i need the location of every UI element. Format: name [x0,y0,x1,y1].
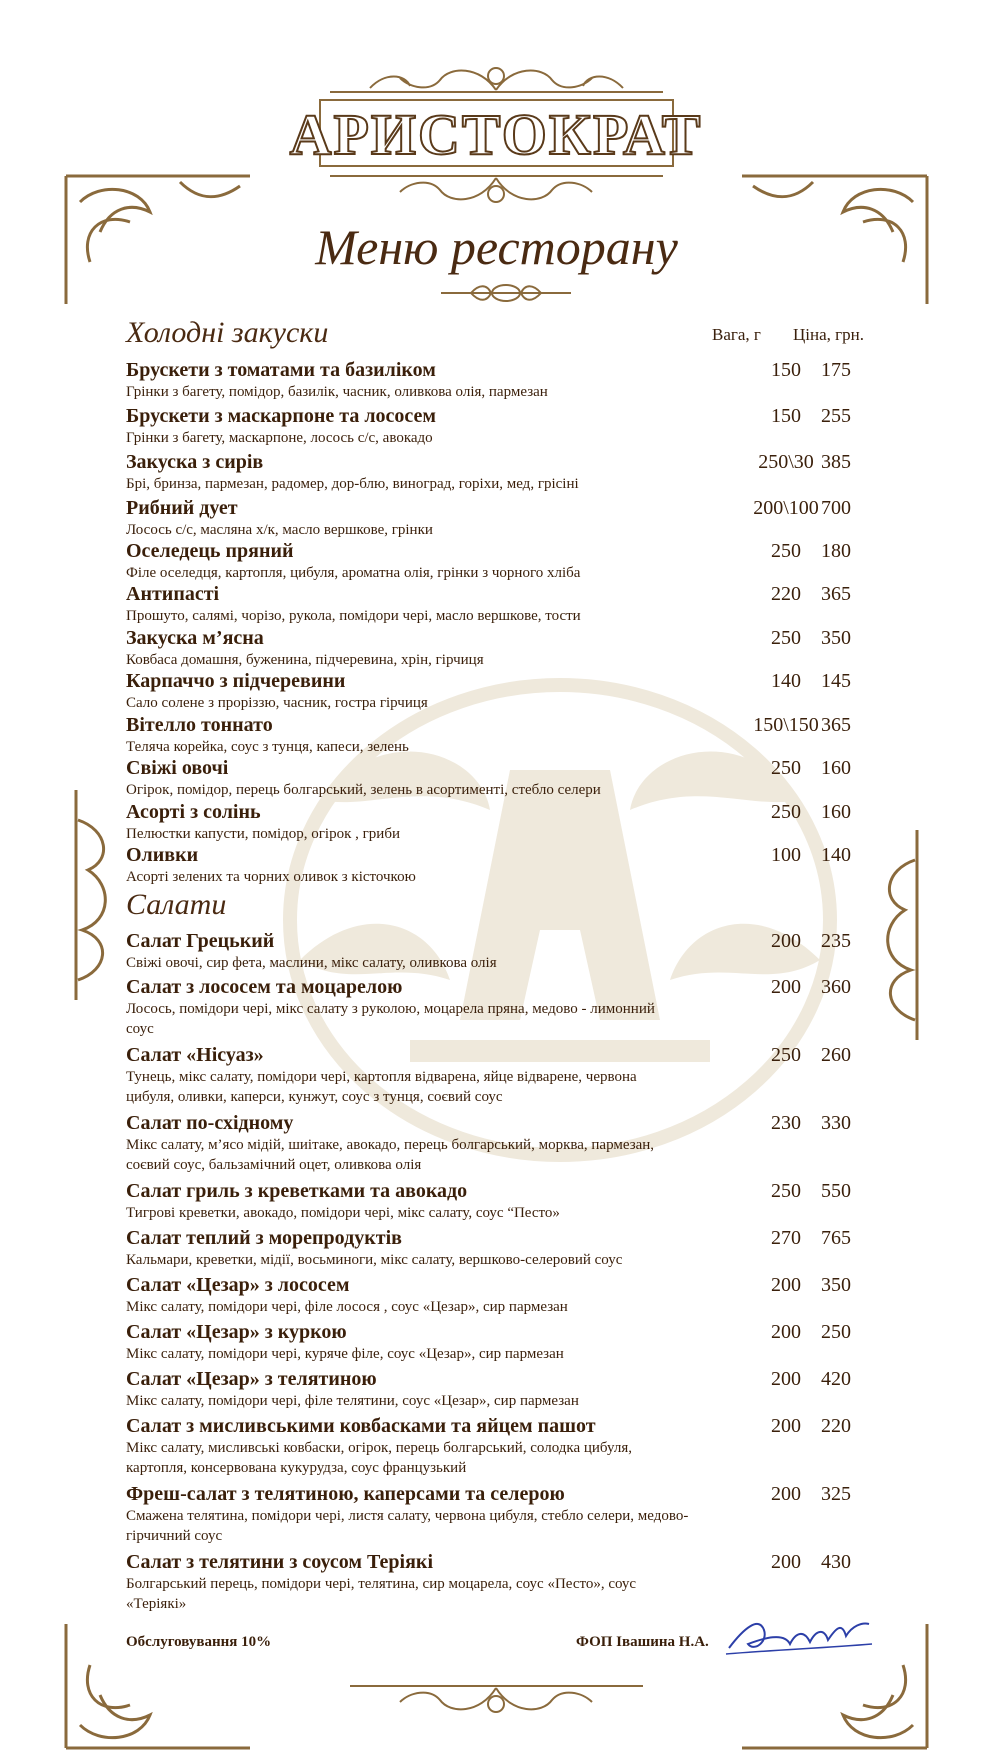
item-price: 360 [821,976,851,998]
menu-item [126,451,866,494]
item-name: Оливки [126,844,199,866]
item-name: Салат «Цезар» з лососем [126,1274,350,1296]
corner-ornament-top-right [738,172,933,307]
item-price: 700 [821,497,851,519]
menu-item [126,359,866,402]
item-weight: 100 [771,844,801,866]
item-description: Грінки з багету, помідор, базилік, часник, оливкова олія, пармезан [126,384,548,400]
item-price: 260 [821,1044,851,1066]
item-name: Закуска м’ясна [126,627,264,649]
item-price: 365 [821,714,851,736]
menu-item [126,1321,866,1364]
menu-item [126,801,866,844]
item-name: Вітелло тоннато [126,714,273,736]
item-description: Мікс салату, помідори чері, куряче філе, соус «Цезар», сир пармезан [126,1346,564,1362]
menu-item [126,757,866,800]
item-description: Мікс салату, помідори чері, філе лосося , соус «Цезар», сир пармезан [126,1299,568,1315]
bottom-ornament [350,1680,643,1720]
item-weight: 200 [771,1551,801,1573]
item-description: Свіжі овочі, сир фета, маслини, мікс салату, оливкова олія [126,955,497,971]
menu-item [126,583,866,626]
item-weight: 250 [771,757,801,779]
item-weight: 200 [771,1415,801,1437]
item-price: 175 [821,359,851,381]
item-price: 420 [821,1368,851,1390]
item-weight: 250 [771,1180,801,1202]
item-price: 325 [821,1483,851,1505]
item-description: Прошуто, салямі, чорізо, рукола, помідори чері, масло вершкове, тости [126,608,581,624]
item-weight: 250\30 [758,451,814,473]
item-weight: 230 [771,1112,801,1134]
item-weight: 200 [771,930,801,952]
item-description: Філе оселедця, картопля, цибуля, ароматна олія, грінки з чорного хліба [126,565,581,581]
item-description: Лосось, помідори чері, мікс салату з руколою, моцарела пряна, медово - лимонний соус [126,1001,655,1037]
section-title-cold-appetizers: Холодні закуски [126,316,329,349]
item-name: Асорті з солінь [126,801,261,823]
item-name: Салат «Цезар» з телятиною [126,1368,377,1390]
logo-under-ornament [330,170,663,210]
item-name: Салат по-східному [126,1112,294,1134]
item-price: 250 [821,1321,851,1343]
item-weight: 150 [771,405,801,427]
menu-item [126,1483,866,1546]
item-description: Пелюстки капусти, помідор, огірок , гриби [126,826,400,842]
item-weight: 150 [771,359,801,381]
item-price: 180 [821,540,851,562]
menu-item [126,1551,866,1614]
top-ornament [330,62,663,100]
menu-item [126,714,866,757]
item-name: Брускети з томатами та базиліком [126,359,436,381]
item-description: Грінки з багету, маскарпоне, лосось с/с, авокадо [126,430,433,446]
item-price: 330 [821,1112,851,1134]
item-price: 235 [821,930,851,952]
item-name: Брускети з маскарпоне та лососем [126,405,437,427]
menu-item [126,1415,866,1478]
svg-text:АРИСТОКРАТ: АРИСТОКРАТ [289,102,703,167]
item-description: Лосось с/с, масляна х/к, масло вершкове, грінки [126,522,433,538]
item-description: Смажена телятина, помідори чері, листя салату, червона цибуля, стебло селери, медово-гірчичний соус [126,1508,689,1544]
item-name: Свіжі овочі [126,757,229,779]
menu-item [126,1180,866,1223]
menu-item [126,405,866,448]
item-name: Салат з телятини з соусом Теріякі [126,1551,434,1573]
item-name: Антипасті [126,583,220,605]
menu-item [126,930,866,973]
menu-item [126,1227,866,1270]
item-weight: 140 [771,670,801,692]
item-description: Мікс салату, м’ясо мідій, шиітаке, авокадо, перець болгарський, морква, пармезан, соєвий соус, бальзамічний оцет, оливкова олія [126,1137,655,1173]
owner-name: ФОП Івашина Н.А. [576,1634,709,1650]
menu-item [126,1044,866,1107]
corner-ornament-top-left [60,172,255,307]
item-name: Салат «Цезар» з куркою [126,1321,347,1343]
item-name: Карпаччо з підчеревини [126,670,346,692]
item-weight: 200 [771,1483,801,1505]
handwritten-signature [724,1608,874,1663]
menu-item [126,1112,866,1175]
item-name: Закуска з сирів [126,451,264,473]
item-price: 385 [821,451,851,473]
section-title-salads: Салати [126,888,227,921]
item-description: Тунець, мікс салату, помідори чері, картопля відварена, яйце відварене, червона цибуля, оливки, каперси, кунжут, соус з тунця, соєвий соус [126,1069,637,1105]
menu-item [126,844,866,887]
item-name: Оселедець пряний [126,540,294,562]
service-charge-note: Обслуговування 10% [126,1634,272,1650]
menu-item [126,1368,866,1411]
item-description: Болгарський перець, помідори чері, телятина, сир моцарела, соус «Песто», соус «Теріякі» [126,1576,637,1612]
item-price: 160 [821,801,851,823]
item-weight: 250 [771,627,801,649]
item-weight: 250 [771,1044,801,1066]
item-price: 160 [821,757,851,779]
item-name: Салат «Нісуаз» [126,1044,264,1066]
item-name: Салат теплий з морепродуктів [126,1227,402,1249]
item-description: Асорті зелених та чорних оливок з кісточкою [126,869,416,885]
menu-item [126,976,866,1039]
item-price: 765 [821,1227,851,1249]
menu-item [126,670,866,713]
brand-logo [289,100,703,167]
side-ornament-left [68,790,123,1000]
item-description: Кальмари, креветки, мідії, восьминоги, мікс салату, вершково-селеровий соус [126,1252,623,1268]
item-name: Салат з лососем та моцарелою [126,976,403,998]
item-name: Фреш-салат з телятиною, каперсами та селерою [126,1483,565,1505]
item-price: 350 [821,627,851,649]
menu-title: Меню ресторану [315,219,678,275]
item-price: 430 [821,1551,851,1573]
item-price: 255 [821,405,851,427]
divider-ornament [441,282,571,304]
menu-item [126,627,866,670]
column-header-weight: Вага, г [712,325,761,344]
item-weight: 250 [771,801,801,823]
item-weight: 250 [771,540,801,562]
item-price: 220 [821,1415,851,1437]
item-price: 350 [821,1274,851,1296]
item-weight: 200 [771,1274,801,1296]
item-price: 145 [821,670,851,692]
item-weight: 220 [771,583,801,605]
item-name: Салат гриль з креветками та авокадо [126,1180,468,1202]
item-weight: 200 [771,976,801,998]
item-weight: 200 [771,1368,801,1390]
item-name: Салат з мисливськими ковбасками та яйцем пашот [126,1415,596,1437]
item-name: Салат Грецький [126,930,275,952]
item-description: Теляча корейка, соус з тунця, капеси, зелень [126,739,409,755]
item-price: 365 [821,583,851,605]
item-weight: 200\100 [753,497,819,519]
item-weight: 150\150 [753,714,819,736]
item-name: Рибний дует [126,497,238,519]
item-weight: 200 [771,1321,801,1343]
item-description: Мікс салату, мисливські ковбаски, огірок, перець болгарський, солодка цибуля, картопля, консервована кукурудза, соус французький [126,1440,632,1476]
item-description: Ковбаса домашня, буженина, підчеревина, хрін, гірчиця [126,652,484,668]
item-description: Огірок, помідор, перець болгарський, зелень в асортименті, стебло селери [126,782,601,798]
item-price: 550 [821,1180,851,1202]
menu-item [126,540,866,583]
item-weight: 270 [771,1227,801,1249]
item-price: 140 [821,844,851,866]
menu-item [126,1274,866,1317]
item-description: Брі, бринза, пармезан, радомер, дор-блю, виноград, горіхи, мед, грісіні [126,476,579,492]
item-description: Тигрові креветки, авокадо, помідори чері, мікс салату, соус “Песто» [126,1205,560,1221]
item-description: Мікс салату, помідори чері, філе телятини, соус «Цезар», сир пармезан [126,1393,579,1409]
item-description: Сало солене з проріззю, часник, гостра гірчиця [126,695,428,711]
menu-item [126,497,866,540]
column-header-price: Ціна, грн. [793,325,864,344]
